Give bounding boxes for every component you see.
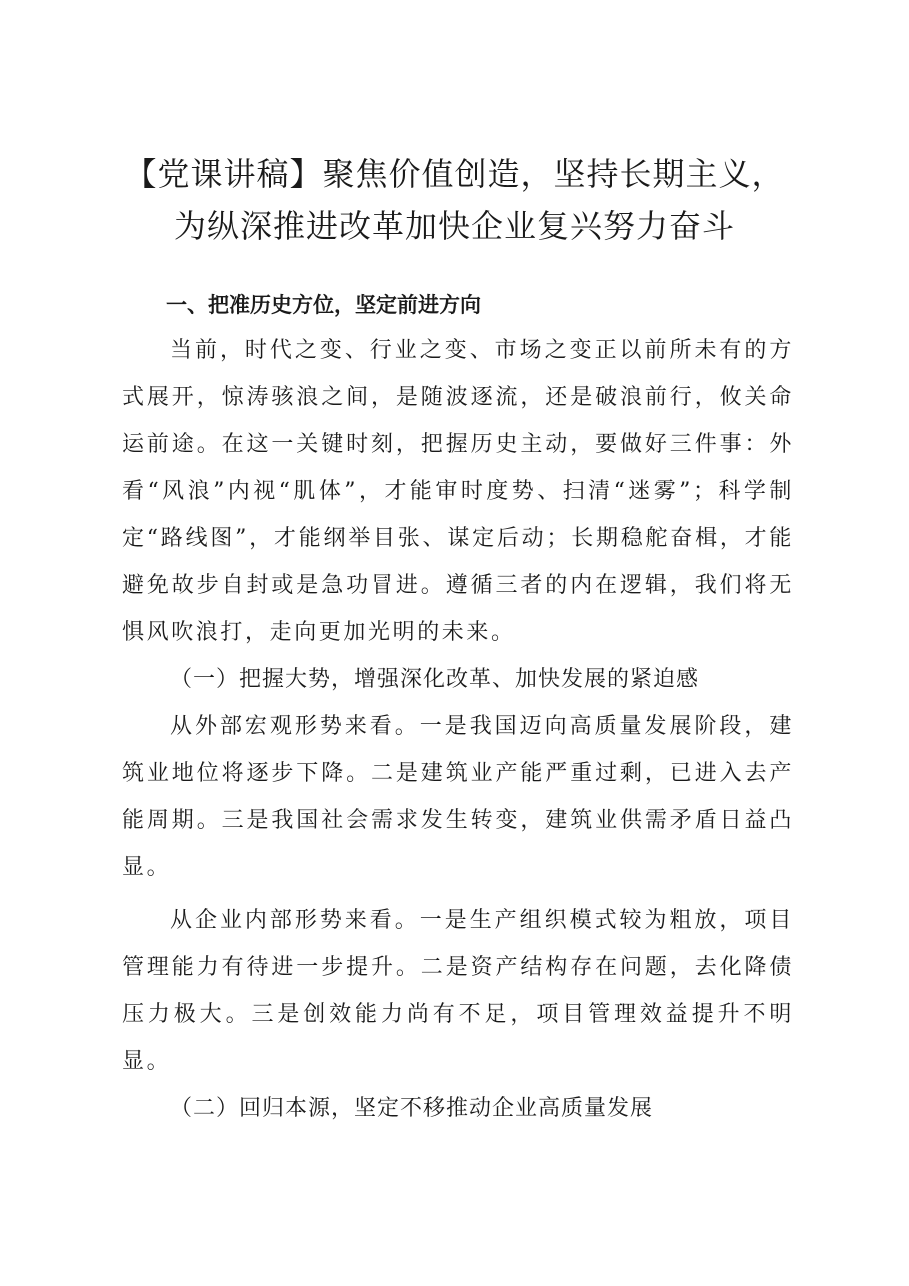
- subsection-heading-1: （一）把握大势，增强深化改革、加快发展的紧迫感: [170, 667, 700, 692]
- section-heading-1: 一、把准历史方位，坚定前进方向: [166, 293, 481, 317]
- subsection-heading-2: （二）回归本源，坚定不移推动企业高质量发展: [170, 1096, 654, 1121]
- document-title: [90, 148, 819, 252]
- paragraph-1: 当前，时代之变、行业之变、市场之变正以前所未有的方式展开，惊涛骇浪之间，是随波逐流，还是破浪前行，攸关命运前途。在这一关键时刻，把握历史主动，要做好三件事：外看“风浪”内视“肌体”，才能审时度势、扫清“迷雾”；科学制定“路线图”，才能纲举目张、谋定后动；长期稳舵奋楫，才能避免故步自封或是急功冒进。遵循三者的内在逻辑，我们将无惧风吹浪打，走向更加光明的未来。: [122, 338, 794, 645]
- title-line-2: 为纵深推进改革加快企业复兴努力奋斗: [173, 207, 735, 245]
- paragraph-2: 从外部宏观形势来看。一是我国迈向高质量发展阶段，建筑业地位将逐步下降。二是建筑业产能严重过剩，已进入去产能周期。三是我国社会需求发生转变，建筑业供需矛盾日益凸显。: [122, 714, 794, 880]
- document-body: [122, 284, 794, 1132]
- paragraph-3: 从企业内部形势来看。一是生产组织模式较为粗放，项目管理能力有待进一步提升。二是资产结构存在问题，去化降债压力极大。三是创效能力尚有不足，项目管理效益提升不明显。: [122, 908, 794, 1074]
- title-line-1: 【党课讲稿】聚焦价值创造，坚持长期主义，: [124, 155, 785, 193]
